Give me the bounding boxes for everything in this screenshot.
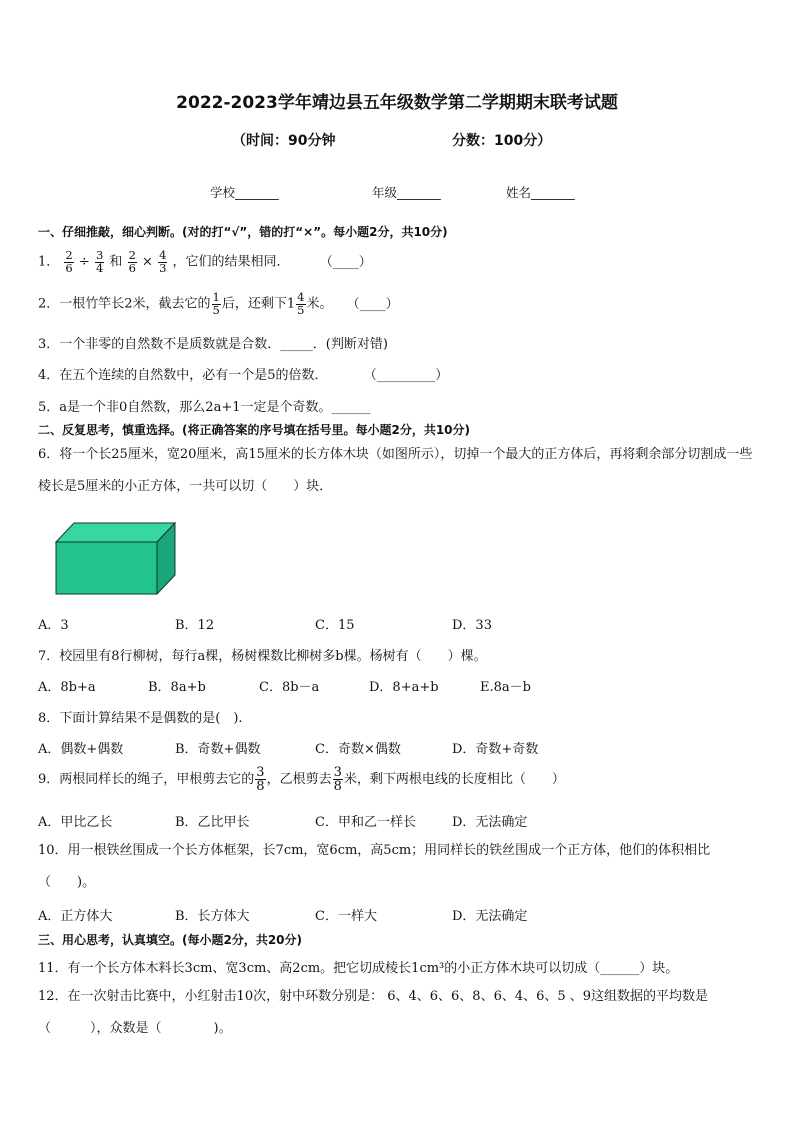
question-6: 6．将一个长25厘米，宽20厘米，高15厘米的长方体木块（如图所示），切掉一个最大的正方体后，再将剩余部分切割成一些棱长是5厘米的小正方体，一共可以切（ ）块． xyxy=(38,447,753,494)
option-d[interactable]: D．33 xyxy=(452,618,492,633)
fraction xyxy=(333,766,343,793)
q1-mid: 和 xyxy=(109,254,123,270)
question-5: 5．a是一个非0自然数，那么2a+1一定是个奇数。______ xyxy=(38,400,371,415)
cuboid-top xyxy=(56,523,175,542)
numerator: 3 xyxy=(333,765,342,780)
option-d[interactable]: D．无法确定 xyxy=(452,909,528,924)
cuboid-icon xyxy=(55,522,177,596)
q2-mid: 后，还剩下 xyxy=(221,296,287,312)
fraction xyxy=(128,250,137,274)
denominator: 4 xyxy=(95,260,104,275)
question-2 xyxy=(38,292,399,316)
q1-suffix: ，它们的结果相同． xyxy=(172,254,290,270)
q9-prefix: 9．两根同样长的绳子，甲根剪去它的 xyxy=(38,772,255,787)
denominator: 6 xyxy=(128,260,136,275)
question-9 xyxy=(38,766,565,793)
numerator: 1 xyxy=(212,290,220,304)
option-c[interactable]: C．8b－a xyxy=(259,680,320,695)
question-12: 12．在一次射击比赛中，小红射击10次，射中环数分别是： 6、4、6、6、8、6、4、6、5 、9这组数据的平均数是（ ），众数是（ )。 xyxy=(38,989,709,1036)
operator: ÷ xyxy=(78,254,90,270)
question-10: 10．用一根铁丝围成一个长方体框架，长7cm，宽6cm，高5cm；用同样长的铁丝围成一个正方体，他们的体积相比（ )。 xyxy=(38,843,711,890)
denominator: 5 xyxy=(297,302,305,317)
fraction xyxy=(95,250,104,274)
q9-mid: ，乙根剪去 xyxy=(266,772,332,787)
question-7: 7．校园里有8行柳树，每行a棵，杨树棵数比柳树多b棵。杨树有（ ）棵。 xyxy=(38,649,487,664)
denominator: 8 xyxy=(256,779,265,794)
option-e[interactable]: E.8a－b xyxy=(480,680,531,695)
question-8: 8．下面计算结果不是偶数的是( ). xyxy=(38,711,243,726)
numerator: 3 xyxy=(95,248,104,262)
option-b[interactable]: B．奇数+偶数 xyxy=(175,742,261,757)
option-b[interactable]: B．12 xyxy=(175,618,215,633)
numerator: 2 xyxy=(128,248,136,262)
q4-text: 4．在五个连续的自然数中，必有一个是5的倍数． xyxy=(38,368,328,383)
q1-prefix: 1． xyxy=(38,254,60,270)
option-a[interactable]: A．3 xyxy=(38,618,69,633)
question-3: 3．一个非零的自然数不是质数就是合数．_____．(判断对错) xyxy=(38,337,388,352)
option-d[interactable]: D．8+a+b xyxy=(369,680,439,695)
operator: × xyxy=(142,254,153,270)
q9-suffix: 米，剩下两根电线的长度相比（ ） xyxy=(343,772,565,787)
option-b[interactable]: B．乙比甲长 xyxy=(175,815,250,830)
option-c[interactable]: C．甲和乙一样长 xyxy=(315,815,416,830)
q2-prefix: 2．一根竹竿长2米，截去它的 xyxy=(38,296,211,312)
section-heading-2: 二、反复思考，慎重选择。(将正确答案的序号填在括号里。每小题2分，共10分) xyxy=(38,423,471,437)
numerator: 3 xyxy=(256,765,265,780)
cuboid-figure xyxy=(55,522,177,600)
denominator: 5 xyxy=(212,302,220,317)
denominator: 6 xyxy=(65,260,73,275)
score-label: 分数：100分） xyxy=(452,133,552,149)
option-d[interactable]: D．奇数+奇数 xyxy=(452,742,539,757)
answer-blank[interactable]: （____） xyxy=(319,254,372,270)
question-11: 11．有一个长方体木料长3cm、宽3cm、高2cm。把它切成棱长1cm³的小正方体木块可以切成（______）块。 xyxy=(38,961,679,976)
page-title: 2022-2023学年靖边县五年级数学第二学期期末联考试题 xyxy=(176,93,618,113)
q2-suffix: 米。 xyxy=(306,296,333,312)
time-label: （时间：90分钟 xyxy=(232,133,336,149)
option-a[interactable]: A．偶数+偶数 xyxy=(38,742,124,757)
answer-blank[interactable]: （____） xyxy=(346,296,399,312)
school-field: 学校_______ xyxy=(210,185,279,200)
whole-number: 1 xyxy=(286,296,296,312)
fraction xyxy=(158,250,167,274)
numerator: 4 xyxy=(159,248,167,262)
option-b[interactable]: B．8a+b xyxy=(148,680,206,695)
fraction xyxy=(255,766,265,793)
cuboid-front xyxy=(56,542,157,594)
option-a[interactable]: A．正方体大 xyxy=(38,909,113,924)
fraction xyxy=(64,250,73,274)
denominator: 3 xyxy=(159,260,167,275)
option-b[interactable]: B．长方体大 xyxy=(175,909,250,924)
fraction xyxy=(212,292,221,316)
option-c[interactable]: C．奇数×偶数 xyxy=(315,742,401,757)
option-c[interactable]: C．15 xyxy=(315,618,355,633)
denominator: 8 xyxy=(333,779,342,794)
option-a[interactable]: A．甲比乙长 xyxy=(38,815,113,830)
grade-field: 年级_______ xyxy=(372,185,441,200)
option-a[interactable]: A．8b+a xyxy=(38,680,96,695)
question-4 xyxy=(38,364,448,383)
option-c[interactable]: C．一样大 xyxy=(315,909,377,924)
fraction xyxy=(296,292,305,316)
numerator: 2 xyxy=(65,248,73,262)
section-heading-1: 一、仔细推敲，细心判断。(对的打“√”，错的打“×”。每小题2分，共10分) xyxy=(38,225,448,239)
numerator: 4 xyxy=(297,290,305,304)
option-d[interactable]: D．无法确定 xyxy=(452,815,528,830)
section-heading-3: 三、用心思考，认真填空。(每小题2分，共20分) xyxy=(38,933,303,947)
question-1 xyxy=(38,250,372,274)
name-field: 姓名_______ xyxy=(506,185,575,200)
answer-blank[interactable]: （_________） xyxy=(363,368,449,383)
